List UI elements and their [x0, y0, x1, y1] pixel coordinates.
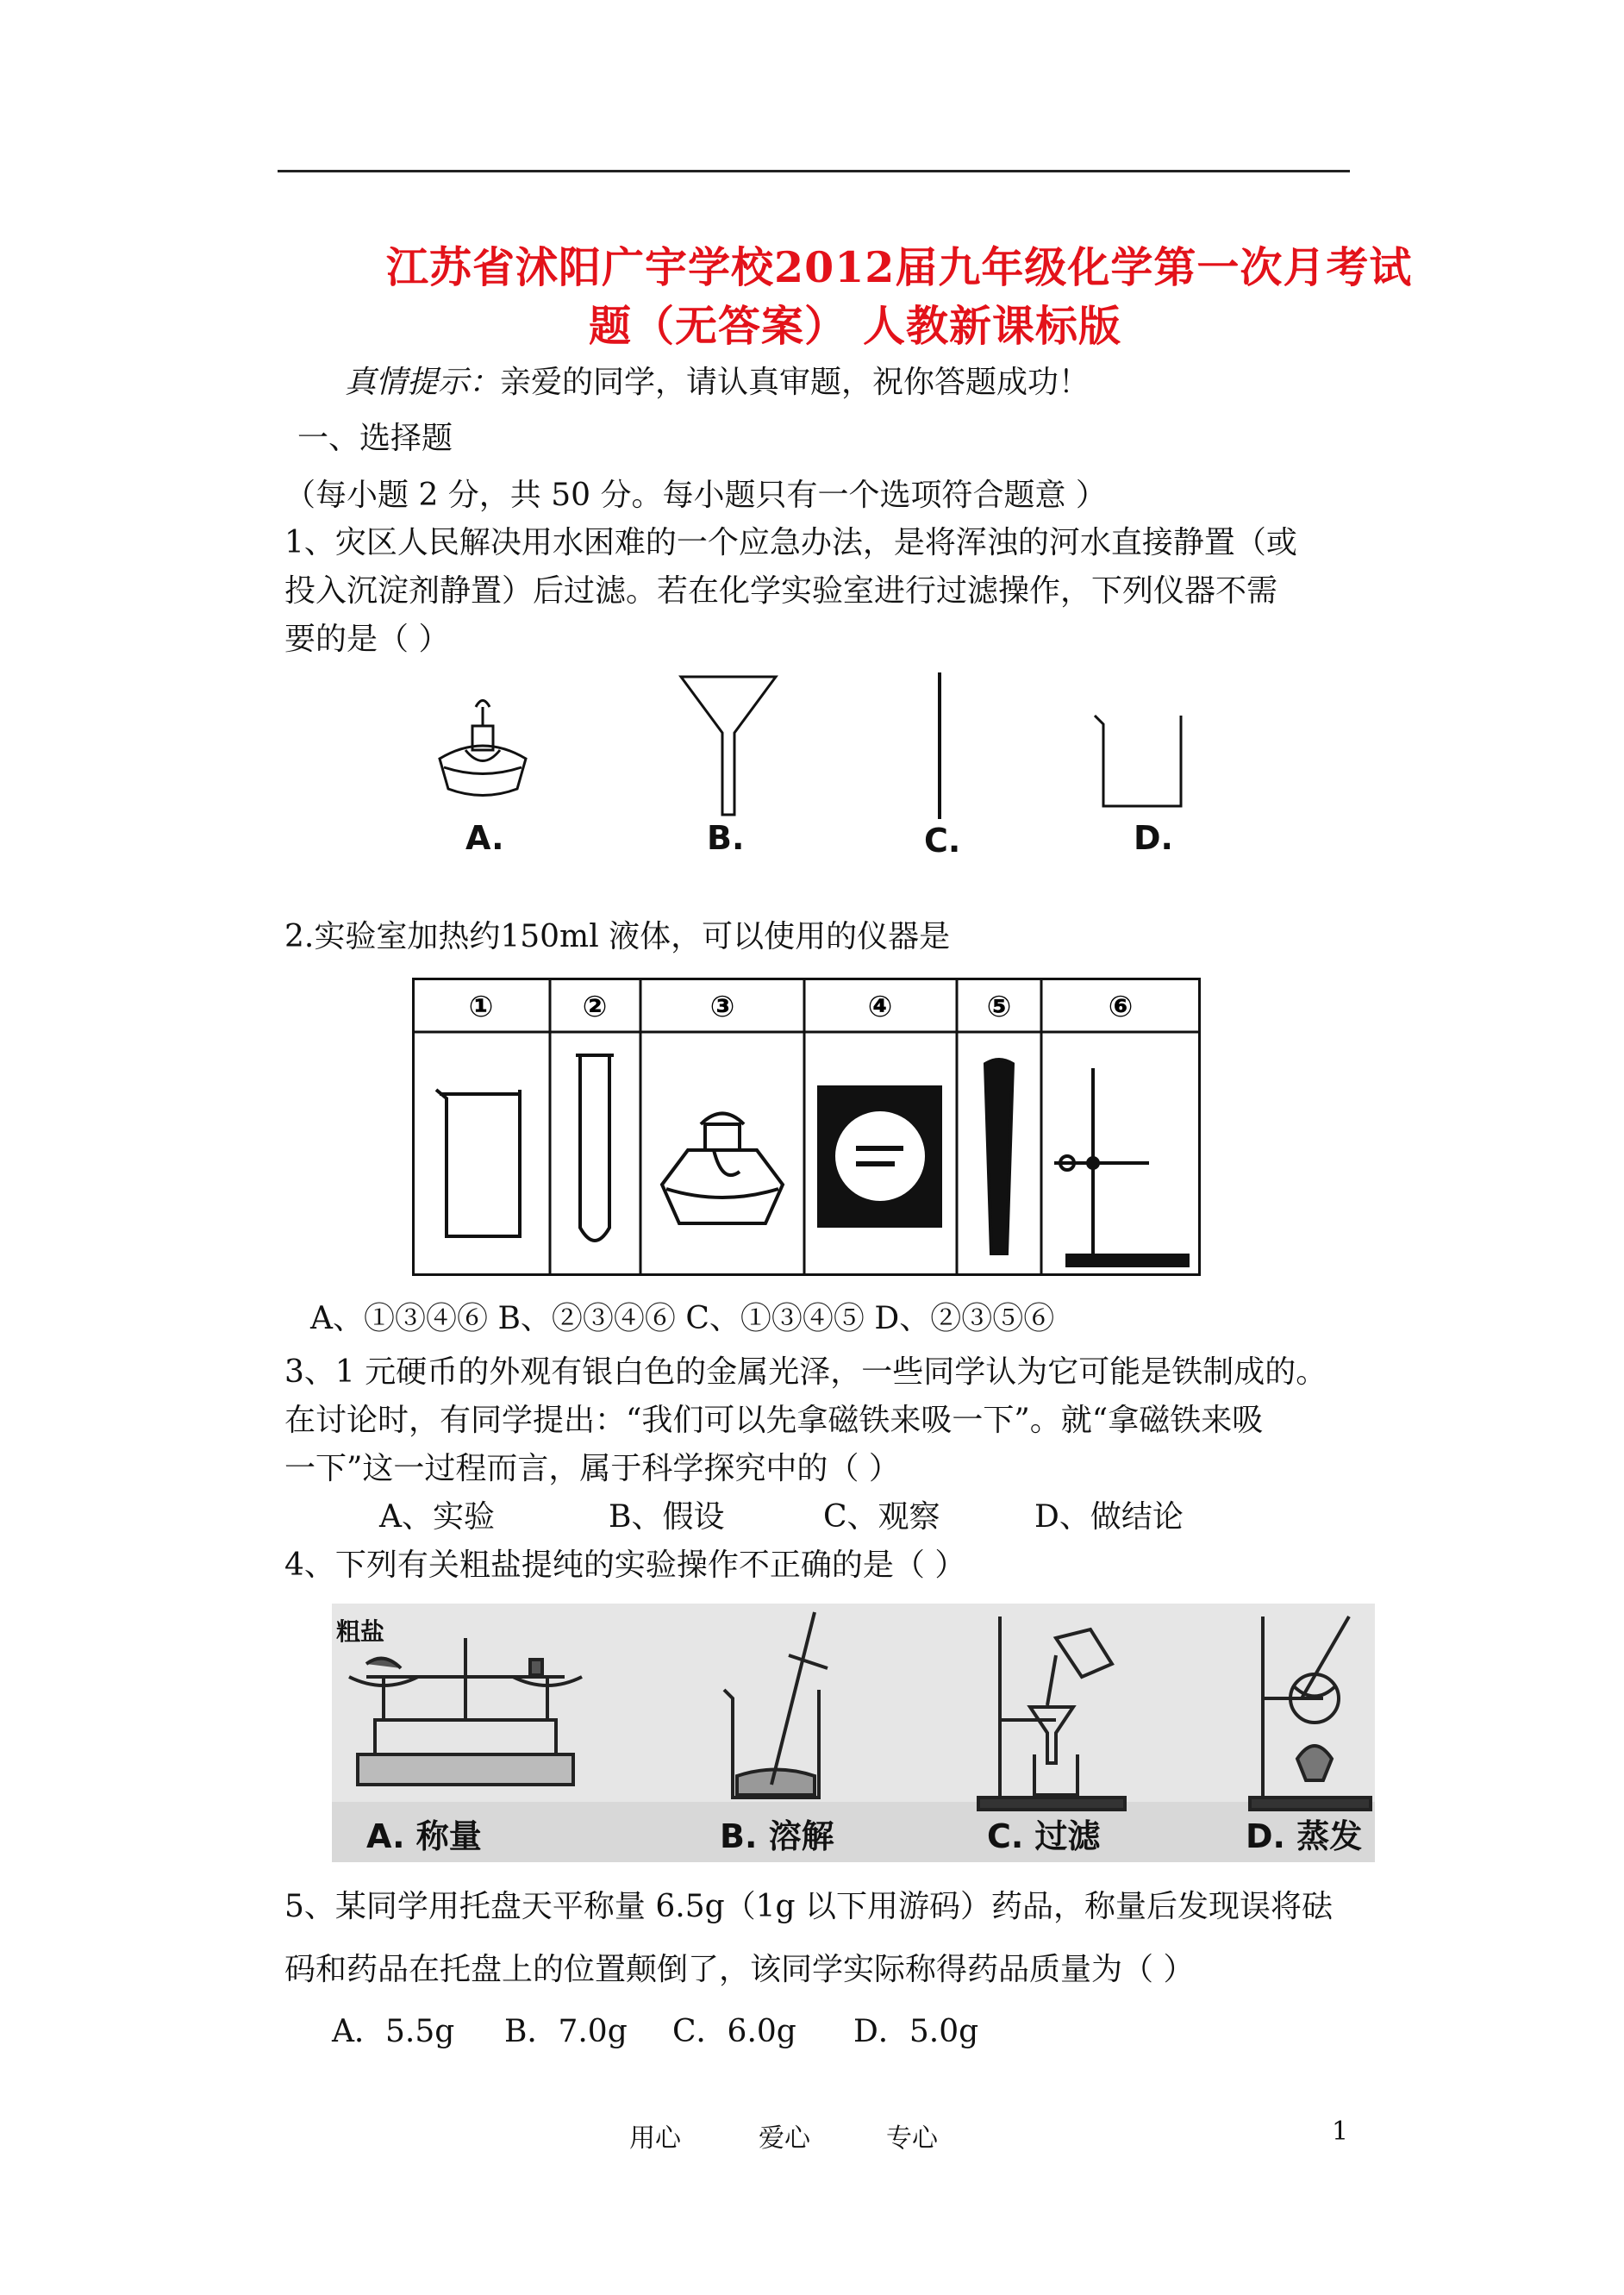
tip-label: 真情提示： [345, 365, 501, 400]
beaker-icon [1095, 716, 1181, 806]
footer-item-3: 专心 [886, 2123, 938, 2154]
table-header-6: ⑥ [1108, 990, 1134, 1024]
q3-option-d: D、做结论 [1034, 1499, 1184, 1535]
beaker-icon [436, 1090, 520, 1236]
q3-line-1: 3、1 元硬币的外观有银白色的金属光泽，一些同学认为它可能是铁制成的。 [284, 1354, 1327, 1390]
q5-line-1: 5、某同学用托盘天平称量 6.5g（1g 以下用游码）药品，称量后发现误将砝 [284, 1889, 1334, 1924]
q1-line-2: 投入沉淀剂静置）后过滤。若在化学实验室进行过滤操作，下列仪器不需 [284, 573, 1278, 609]
q5-line-2: 码和药品在托盘上的位置颠倒了，该同学实际称得药品质量为（ ） [284, 1952, 1195, 1987]
funnel-icon [681, 677, 776, 815]
q1-line-3: 要的是（ ） [284, 622, 450, 657]
footer-item-2: 爱心 [759, 2123, 810, 2154]
q5-option-d: D．5.0g [853, 2014, 979, 2049]
q4-label-b: B. 溶解 [720, 1817, 834, 1855]
iron-stand-icon [1054, 1068, 1188, 1266]
q3-option-a: A、实验 [379, 1499, 495, 1535]
section-heading: 一、选择题 [297, 421, 453, 456]
q3-line-2: 在讨论时，有同学提出：“我们可以先拿磁铁来吸一下”。就“拿磁铁来吸 [284, 1403, 1264, 1438]
q3-line-3: 一下”这一过程而言，属于科学探究中的（ ） [284, 1451, 900, 1486]
header-rule [278, 170, 1350, 172]
q1-instruments-figure [422, 664, 1250, 871]
q3-option-b: B、假设 [609, 1499, 725, 1535]
footer-item-1: 用心 [629, 2123, 681, 2154]
q5-option-b: B．7.0g [504, 2014, 628, 2049]
q4-operations-figure [332, 1604, 1375, 1862]
table-header-1: ① [468, 990, 494, 1024]
title-line-1: 江苏省沭阳广宇学校2012届九年级化学第一次月考试 [386, 242, 1413, 292]
test-tube-icon [576, 1055, 614, 1241]
q4-text: 4、下列有关粗盐提纯的实验操作不正确的是（ ） [284, 1548, 966, 1583]
q4-label-d: D. 蒸发 [1246, 1817, 1363, 1855]
alcohol-lamp-icon [662, 1114, 783, 1224]
q1-label-d: D. [1134, 819, 1173, 857]
q1-label-a: A. [465, 819, 504, 857]
q2-text: 2.实验室加热约150ml 液体，可以使用的仪器是 [284, 919, 951, 954]
q5-option-c: C．6.0g [672, 2014, 796, 2049]
page-number: 1 [1332, 2117, 1349, 2147]
tip [345, 366, 1090, 400]
table-header-5: ⑤ [986, 990, 1012, 1024]
asbestos-gauze-icon [817, 1085, 942, 1228]
test-tube-brush-icon [985, 1060, 1013, 1254]
q3-option-c: C、观察 [823, 1499, 940, 1535]
q1-label-b: B. [707, 819, 745, 857]
table-header-2: ② [582, 990, 608, 1024]
title-line-2: 题（无答案） 人教新课标版 [589, 301, 1122, 351]
table-header-4: ④ [867, 990, 893, 1024]
alcohol-lamp-icon [440, 701, 526, 796]
q1-line-1: 1、灾区人民解决用水困难的一个应急办法，是将浑浊的河水直接静置（或 [284, 525, 1297, 560]
q5-option-a: A．5.5g [332, 2014, 455, 2049]
q4-label-c: C. 过滤 [987, 1817, 1101, 1855]
table-header-3: ③ [709, 990, 735, 1024]
section-instruction: （每小题 2 分，共 50 分。每小题只有一个选项符合题意 ） [284, 478, 1107, 513]
crude-salt-label: 粗盐 [336, 1617, 385, 1646]
q4-label-a: A. 称量 [366, 1817, 482, 1855]
q2-instrument-table [412, 978, 1201, 1276]
q1-label-c: C. [924, 822, 961, 860]
tip-text: 亲爱的同学，请认真审题，祝你答题成功！ [500, 365, 1090, 400]
q2-options: A、①③④⑥ B、②③④⑥ C、①③④⑤ D、②③⑤⑥ [310, 1301, 1055, 1336]
